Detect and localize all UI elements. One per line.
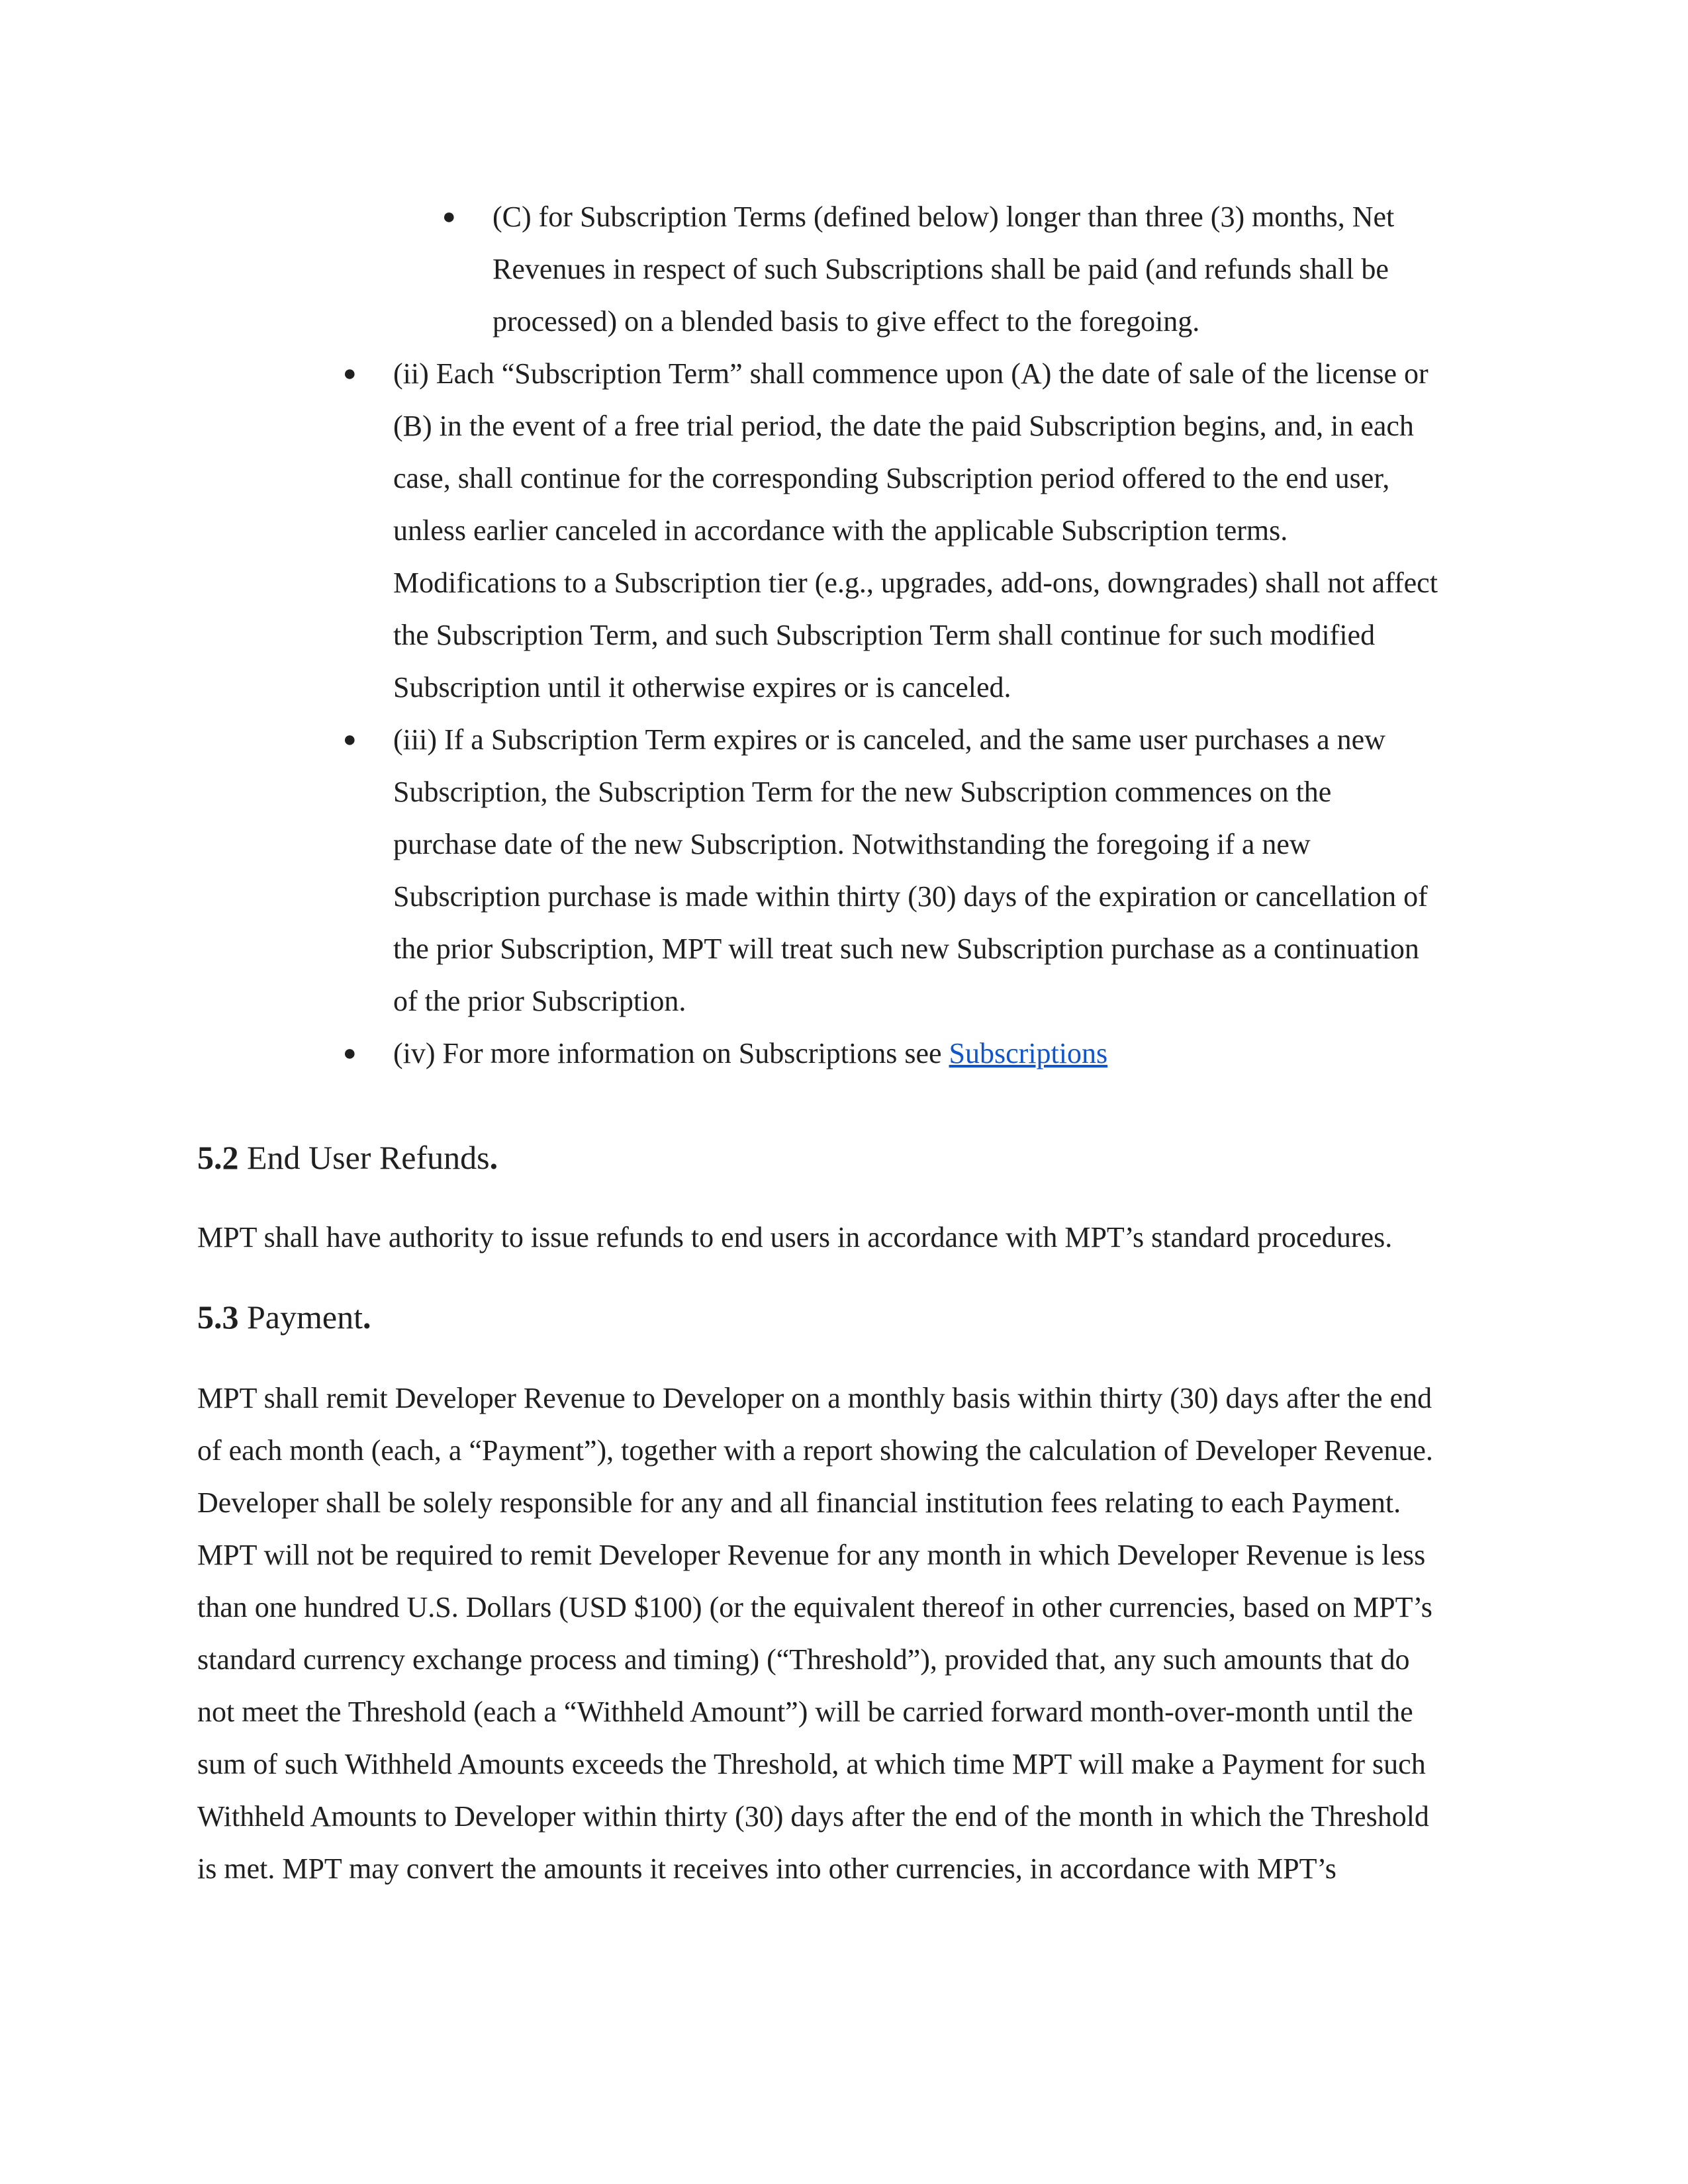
section-5-3-title: Payment: [238, 1298, 363, 1336]
bullet-ii-line-3: case, shall continue for the corresponding Subscription period offered to the end user,: [393, 462, 1390, 494]
bullet-iii-line-6: of the prior Subscription.: [393, 985, 686, 1017]
section-5-3-line-3: Developer shall be solely responsible for any and all financial institution fees relating to each Payment.: [197, 1486, 1401, 1519]
bullet-iii-line-3: purchase date of the new Subscription. Notwithstanding the foregoing if a new: [393, 828, 1311, 860]
section-5-3-dot: .: [362, 1298, 371, 1336]
section-5-2-heading: [197, 1132, 498, 1184]
bullet-iv-marker: ●: [343, 1041, 357, 1066]
bullet-iii-line-2: Subscription, the Subscription Term for the new Subscription commences on the: [393, 776, 1332, 808]
bullet-ii-line-6: the Subscription Term, and such Subscription Term shall continue for such modified: [393, 619, 1376, 651]
section-5-3-heading: [197, 1291, 371, 1343]
section-5-3-number: 5.3: [197, 1298, 239, 1336]
bullet-ii-line-2: (B) in the event of a free trial period, the date the paid Subscription begins, and, in each: [393, 410, 1414, 442]
section-5-2-number: 5.2: [197, 1139, 239, 1176]
bullet-ii-line-7: Subscription until it otherwise expires or is canceled.: [393, 671, 1011, 704]
bullet-iii-marker: ●: [343, 727, 357, 752]
bullet-iii-line-4: Subscription purchase is made within thirty (30) days of the expiration or cancellation of: [393, 880, 1428, 913]
section-5-3-line-8: sum of such Withheld Amounts exceeds the Threshold, at which time MPT will make a Payment for such: [197, 1748, 1426, 1780]
section-5-2-title: End User Refunds: [238, 1139, 490, 1176]
bullet-c-line-2: Revenues in respect of such Subscriptions shall be paid (and refunds shall be: [492, 253, 1389, 285]
bullet-iv-line: [393, 1027, 1107, 1079]
section-5-3-line-7: not meet the Threshold (each a “Withheld Amount”) will be carried forward month-over-month until the: [197, 1696, 1413, 1728]
section-5-2-body: MPT shall have authority to issue refunds to end users in accordance with MPT’s standard procedures.: [197, 1221, 1393, 1253]
bullet-c-line-3: processed) on a blended basis to give effect to the foregoing.: [492, 305, 1200, 338]
bullet-iv-text: (iv) For more information on Subscriptions see: [393, 1037, 949, 1069]
bullet-ii-line-5: Modifications to a Subscription tier (e.g., upgrades, add-ons, downgrades) shall not affect: [393, 567, 1438, 599]
section-5-3-line-1: MPT shall remit Developer Revenue to Developer on a monthly basis within thirty (30) days after the end: [197, 1382, 1432, 1414]
bullet-iii-line-1: (iii) If a Subscription Term expires or is canceled, and the same user purchases a new: [393, 723, 1385, 756]
section-5-2-dot: .: [489, 1139, 498, 1176]
bullet-c-marker: ●: [442, 205, 456, 229]
section-5-3-line-6: standard currency exchange process and timing) (“Threshold”), provided that, any such amounts that do: [197, 1643, 1410, 1676]
section-5-3-line-5: than one hundred U.S. Dollars (USD $100) (or the equivalent thereof in other currencies, based on MPT’s: [197, 1591, 1432, 1623]
section-5-3-line-2: of each month (each, a “Payment”), together with a report showing the calculation of Developer Revenue.: [197, 1434, 1433, 1467]
bullet-ii-line-4: unless earlier canceled in accordance with the applicable Subscription terms.: [393, 514, 1288, 547]
subscriptions-link[interactable]: Subscriptions: [949, 1037, 1108, 1069]
bullet-iii-line-5: the prior Subscription, MPT will treat such new Subscription purchase as a continuation: [393, 933, 1419, 965]
bullet-ii-line-1: (ii) Each “Subscription Term” shall commence upon (A) the date of sale of the license or: [393, 357, 1429, 390]
bullet-ii-marker: ●: [343, 361, 357, 386]
section-5-3-line-4: MPT will not be required to remit Developer Revenue for any month in which Developer Revenue is less: [197, 1539, 1426, 1571]
section-5-3-line-10: is met. MPT may convert the amounts it receives into other currencies, in accordance with MPT’s: [197, 1852, 1336, 1885]
section-5-3-line-9: Withheld Amounts to Developer within thirty (30) days after the end of the month in which the Threshold: [197, 1800, 1429, 1833]
bullet-c-line-1: (C) for Subscription Terms (defined below) longer than three (3) months, Net: [492, 201, 1395, 233]
